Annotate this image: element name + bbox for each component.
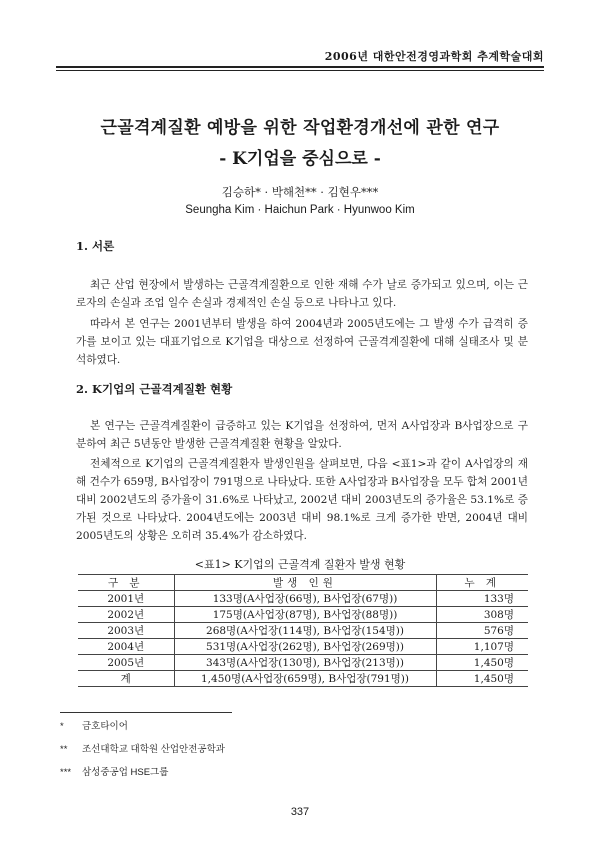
footnote-affiliation-1: [60, 718, 128, 732]
table-total-row: [78, 671, 528, 687]
table-row: [78, 623, 528, 639]
header-rule-thin: [56, 70, 544, 71]
table-cell-year: 2004년: [78, 639, 174, 655]
table-cell-count: 133명(A사업장(66명), B사업장(67명)): [174, 591, 436, 607]
table-cell-total-count: 1,450명(A사업장(659명), B사업장(791명)): [174, 671, 436, 687]
conference-header: 2006년 대한안전경영과학회 추계학술대회: [324, 50, 544, 63]
table-cell-year: 2002년: [78, 607, 174, 623]
table-cell-cumulative: 576명: [436, 623, 528, 639]
column-header-cumulative: 누 계: [436, 575, 528, 591]
footnote-affiliation-3: [60, 764, 168, 778]
footnote-text: 조선대학교 대학원 산업안전공학과: [82, 744, 225, 755]
page-number: 337: [290, 806, 310, 818]
authors-korean: 김승하* · 박해천** · 김현우***: [221, 185, 379, 199]
footnote-text: 금호타이어: [82, 721, 128, 732]
table-cell-count: 531명(A사업장(262명), B사업장(269명)): [174, 639, 436, 655]
footnote-affiliation-2: [60, 741, 225, 755]
footnote-mark: ***: [60, 767, 72, 778]
section-heading-status: 2. K기업의 근골격계질환 현황: [76, 382, 233, 396]
table-cell-cumulative: 308명: [436, 607, 528, 623]
table-row: [78, 639, 528, 655]
column-header-count: 발생 인원: [174, 575, 436, 591]
table-cell-count: 343명(A사업장(130명), B사업장(213명)): [174, 655, 436, 671]
table-cell-year: 2003년: [78, 623, 174, 639]
footnote-mark: **: [60, 744, 68, 755]
authors-english: Seungha Kim · Haichun Park · Hyunwoo Kim: [185, 204, 415, 216]
table-row: [78, 591, 528, 607]
intro-paragraph-1: 최근 산업 현장에서 발생하는 근골격계질환으로 인한 재해 수가 날로 증가되고 있으며, 이는 근로자의 손실과 조업 일수 손실과 경제적인 손실 등으로 나타나고 있다.: [76, 279, 528, 309]
header-rule: [56, 66, 544, 68]
table-cell-cumulative: 1,450명: [436, 655, 528, 671]
table-row: [78, 655, 528, 671]
section-heading-intro: 1. 서론: [76, 239, 115, 253]
status-paragraph-1: 본 연구는 근골격계질환이 급증하고 있는 K기업을 선정하여, 먼저 A사업장과 B사업장으로 구분하여 최근 5년동안 발생한 근골격계질환 현황을 알았다.: [76, 420, 528, 450]
table-header-row: [78, 575, 528, 591]
table-cell-year: 2001년: [78, 591, 174, 607]
table-cell-cumulative: 133명: [436, 591, 528, 607]
table-cell-count: 175명(A사업장(87명), B사업장(88명)): [174, 607, 436, 623]
paper-title: 근골격계질환 예방을 위한 작업환경개선에 관한 연구: [100, 118, 500, 138]
intro-paragraph-2: 따라서 본 연구는 2001년부터 발생을 하여 2004년과 2005년도에는 그 발생 수가 급격히 증가를 보이고 있는 대표기업으로 K기업을 대상으로 선정하여 근골격계질환에 대해 실태조사 및 분석하였다.: [76, 318, 528, 366]
table-cell-cumulative: 1,107명: [436, 639, 528, 655]
table-cell-total-cumulative: 1,450명: [436, 671, 528, 687]
table-row: [78, 607, 528, 623]
footnote-text: 삼성중공업 HSE그룹: [82, 767, 169, 778]
paper-subtitle: - K기업을 중심으로 -: [219, 149, 381, 169]
table-cell-total-label: 계: [78, 671, 174, 687]
table-cell-year: 2005년: [78, 655, 174, 671]
table-caption: <표1> K기업의 근골격계 질환자 발생 현황: [194, 558, 406, 571]
incidence-table: [78, 574, 528, 687]
footnote-mark: *: [60, 721, 64, 732]
table-cell-count: 268명(A사업장(114명), B사업장(154명)): [174, 623, 436, 639]
footnote-rule: [60, 712, 232, 713]
status-paragraph-2: 전체적으로 K기업의 근골격계질환자 발생인원을 살펴보면, 다음 <표1>과 같이 A사업장의 재해 건수가 659명, B사업장이 791명으로 나타났다. 또한 A사업장과 B사업장을 모두 합쳐 2001년 대비 2002년도의 증가율이 31.6%로 나타났고, 2002년 대비 2003년도의 증가율은 53.1%로 증가된 것으로 나타났다. 2004년도에는 2003년 대비 98.1%로 크게 증가한 반면, 2004년 대비 2005년도의 상황은 오히려 35.4%가 감소하였다.: [76, 458, 528, 542]
column-header-category: 구 분: [78, 575, 174, 591]
